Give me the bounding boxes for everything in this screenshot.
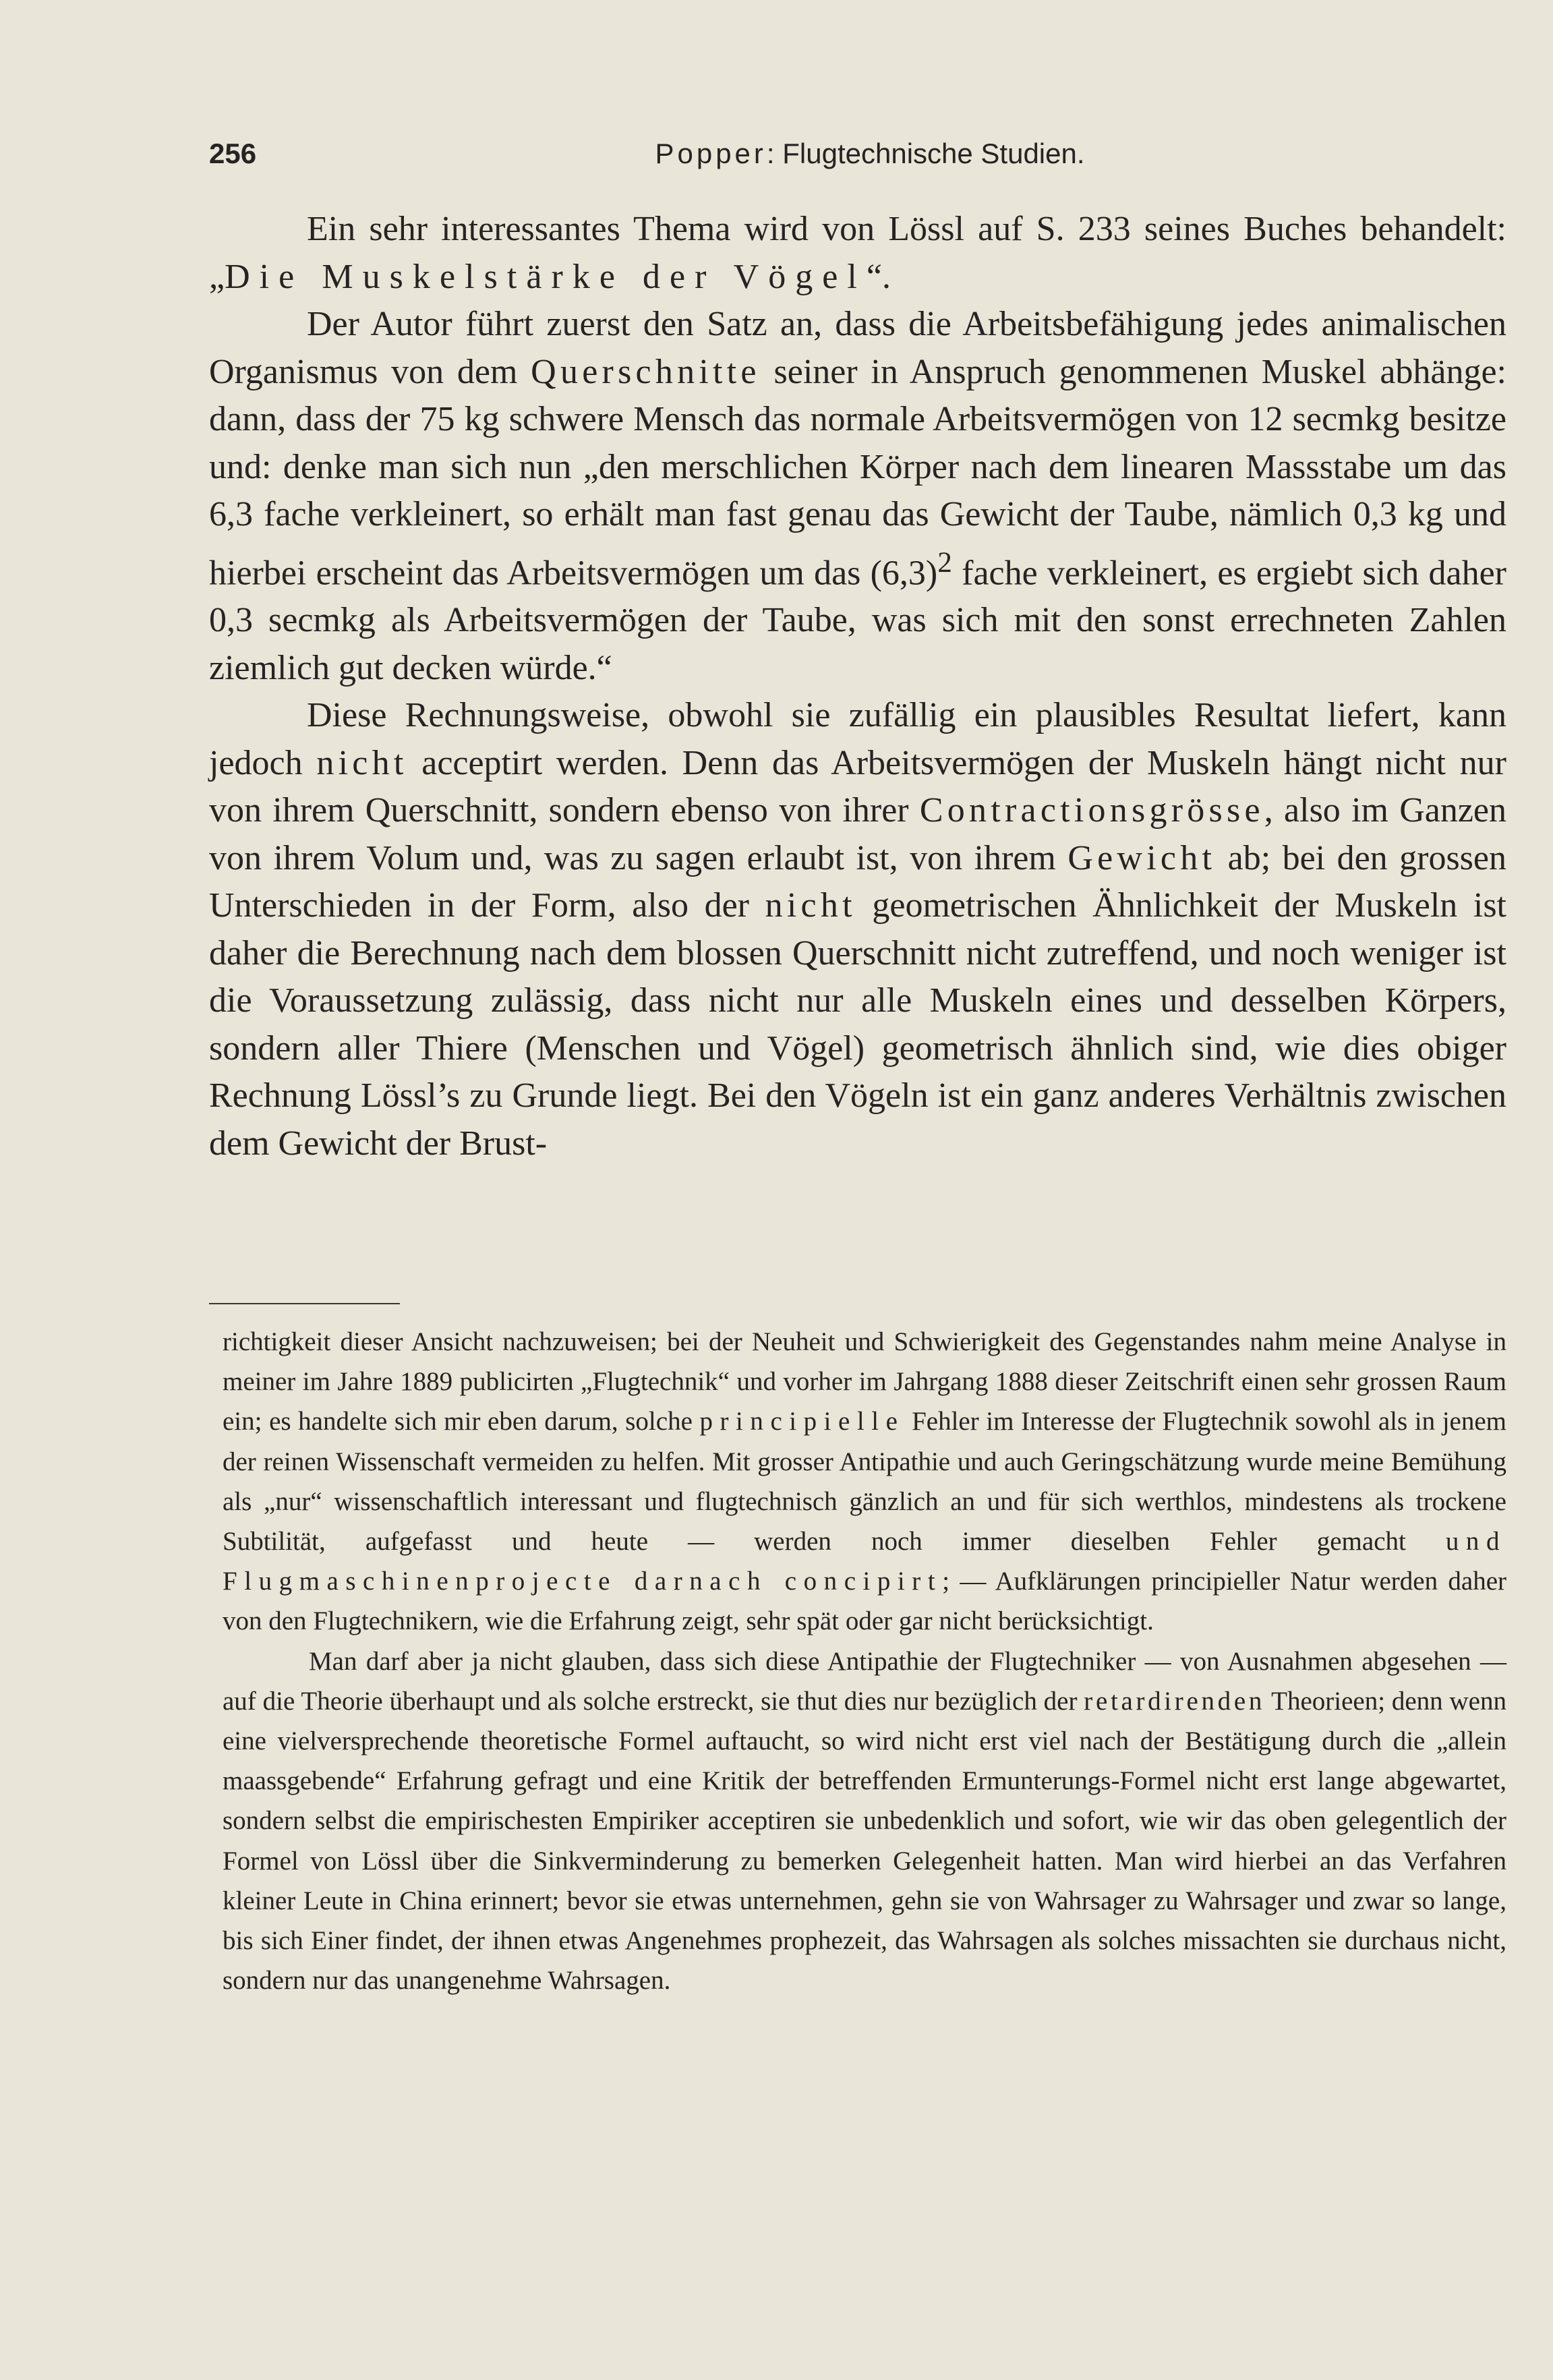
footnote-continued: [223, 1322, 1506, 1642]
paragraph-3-text-d: ab; bei den grossen Unterschieden in der Form, also der: [209, 838, 1507, 925]
paragraph-3-spaced-2: Contractionsgrösse: [919, 791, 1264, 830]
footnote-1-text-a: richtigkeit dieser Ansicht nachzuweisen; bei der Neuheit und Schwierigkeit des Gegenstandes nahm meine Analyse in meiner im Jahre 1889 publicirten „Flugtechnik“ und vorher im Jahrgang 1888 dieser Zeitschrift einen sehr grossen Raum ein; es handelte sich mir eben darum, solche: [223, 1327, 1506, 1436]
running-title: [209, 134, 1504, 174]
footnote-2-spaced-1: retardirenden: [1084, 1686, 1265, 1716]
paragraph-3-text-e: geometrischen Ähnlichkeit der Muskeln ist daher die Berechnung nach dem blossen Querschnitt nicht zutreffend, und noch weniger ist die Voraussetzung zulässig, dass nicht nur alle Muskeln eines und desselben Körpers, sondern aller Thiere (Menschen und Vögel) geometrisch ähnlich sind, wie dies obiger Rechnung Lössl’s zu Grunde liegt. Bei den Vögeln ist ein ganz anderes Verhältnis zwischen dem Gewicht der Brust-: [209, 886, 1507, 1163]
paragraph-1-text-a: Ein sehr interessantes Thema wird von Lössl auf S. 233 seines Buches behandelt: „: [209, 210, 1506, 296]
footnotes: [223, 1322, 1506, 2000]
paragraph-2-spaced-term: Querschnitte: [531, 352, 761, 391]
footnote-1-text-b: Fehler im Interesse der Flugtechnik sowohl als in jenem der reinen Wissenschaft vermeiden zu helfen. Mit grosser Antipathie und auch Geringschätzung wurde meine Bemühung als „nur“ wissenschaftlich interessant und flugtechnisch gänzlich an und für sich werthlos, mindestens als trockene Subtilität, aufgefasst und heute — werden noch immer dieselben Fehler gemacht: [223, 1407, 1507, 1557]
footnote-2-text-b: Theorieen; denn wenn eine vielversprechende theoretische Formel auftaucht, so wird nicht erst viel nach der Bestätigung durch die „allein maassgebende“ Erfahrung gefragt und eine Kritik der betreffenden Ermunterungs-Formel nicht erst lange abgewartet, sondern selbst die empirischesten Empiriker acceptiren sie unbedenklich und sofort, wie wir das oben gelegentlich der Formel von Lössl über die Sinkverminderung zu bemerken Gelegenheit hatten. Man wird hierbei an das Verfahren kleiner Leute in China erinnert; bevor sie etwas unternehmen, gehn sie von Wahrsager zu Wahrsager und zwar so lange, bis sich Einer findet, der ihnen etwas Angenehmes prophezeit, das Wahrsagen als solches missachten sie durchaus nicht, sondern nur das unangenehme Wahrsagen.: [223, 1686, 1506, 1996]
paragraph-3-text-b: acceptirt werden. Denn das Arbeitsvermögen der Muskeln hängt nicht nur von ihrem Querschnitt, sondern ebenso von ihrer: [209, 743, 1506, 830]
paragraph-2-text-a: Der Autor führt zuerst den Satz an, dass die Arbeitsbefähigung jedes animalischen Organismus von dem: [209, 305, 1506, 391]
running-title-rest: : Flugtechnische Studien.: [766, 138, 1085, 169]
paragraph-1-spaced-title: Die Muskelstärke der Vögel: [225, 257, 867, 296]
main-text: [209, 206, 1506, 1167]
footnote-2-text-a: Man darf aber ja nicht glauben, dass sich diese Antipathie der Flugtechniker — von Ausnahmen abgesehen — auf die Theorie überhaupt und als solche erstreckt, sie thut dies nur bezüglich der: [223, 1646, 1506, 1716]
paragraph-3: [209, 692, 1506, 1167]
paragraph-2-text-c: fache verkleinert, es ergiebt sich daher 0,3 secmkg als Arbeitsvermögen der Taube, was sich mit den sonst errechneten Zahlen ziemlich gut decken würde.“: [209, 553, 1506, 687]
paragraph-1: [209, 206, 1506, 301]
footnote-1-text-c: ; — Aufklärungen principieller Natur werden daher von den Flugtechnikern, wie die Erfahrung zeigt, sehr spät oder gar nicht berücksichtigt.: [223, 1567, 1506, 1636]
paragraph-2-text-b: seiner in Anspruch genommenen Muskel abhänge: dann, dass der 75 kg schwere Mensch das normale Arbeitsvermögen von 12 secmkg besitze und: denke man sich nun „den merschlichen Körper nach dem linearen Massstabe um das 6,3 fache verkleinert, so erhält man fast genau das Gewicht der Taube, nämlich 0,3 kg und hierbei erscheint das Arbeitsvermögen um das (6,3): [209, 352, 1507, 592]
page-number: 256: [209, 138, 257, 169]
footnote-divider: [209, 1303, 400, 1304]
paragraph-1-text-b: “.: [866, 257, 891, 296]
footnote-1-spaced-1: principielle: [699, 1407, 905, 1436]
paragraph-3-spaced-3: Gewicht: [1067, 838, 1217, 877]
paragraph-3-text-a: Diese Rechnungsweise, obwohl sie zufällig ein plausibles Resultat liefert, kann jedoch: [209, 696, 1506, 782]
paragraph-2: [209, 301, 1506, 692]
running-title-author: Popper: [655, 138, 767, 169]
footnote-1-spaced-2: und Flugmaschinenprojecte darnach concipirt: [223, 1527, 1506, 1596]
paragraph-3-spaced-1: nicht: [316, 743, 408, 782]
paragraph-3-spaced-4: nicht: [765, 886, 856, 925]
footnote-paragraph-2: [223, 1642, 1506, 2001]
paragraph-2-superscript: 2: [937, 546, 952, 579]
page-header: [209, 134, 1504, 181]
paragraph-3-text-c: , also im Ganzen von ihrem Volum und, was zu sagen erlaubt ist, von ihrem: [209, 791, 1507, 877]
